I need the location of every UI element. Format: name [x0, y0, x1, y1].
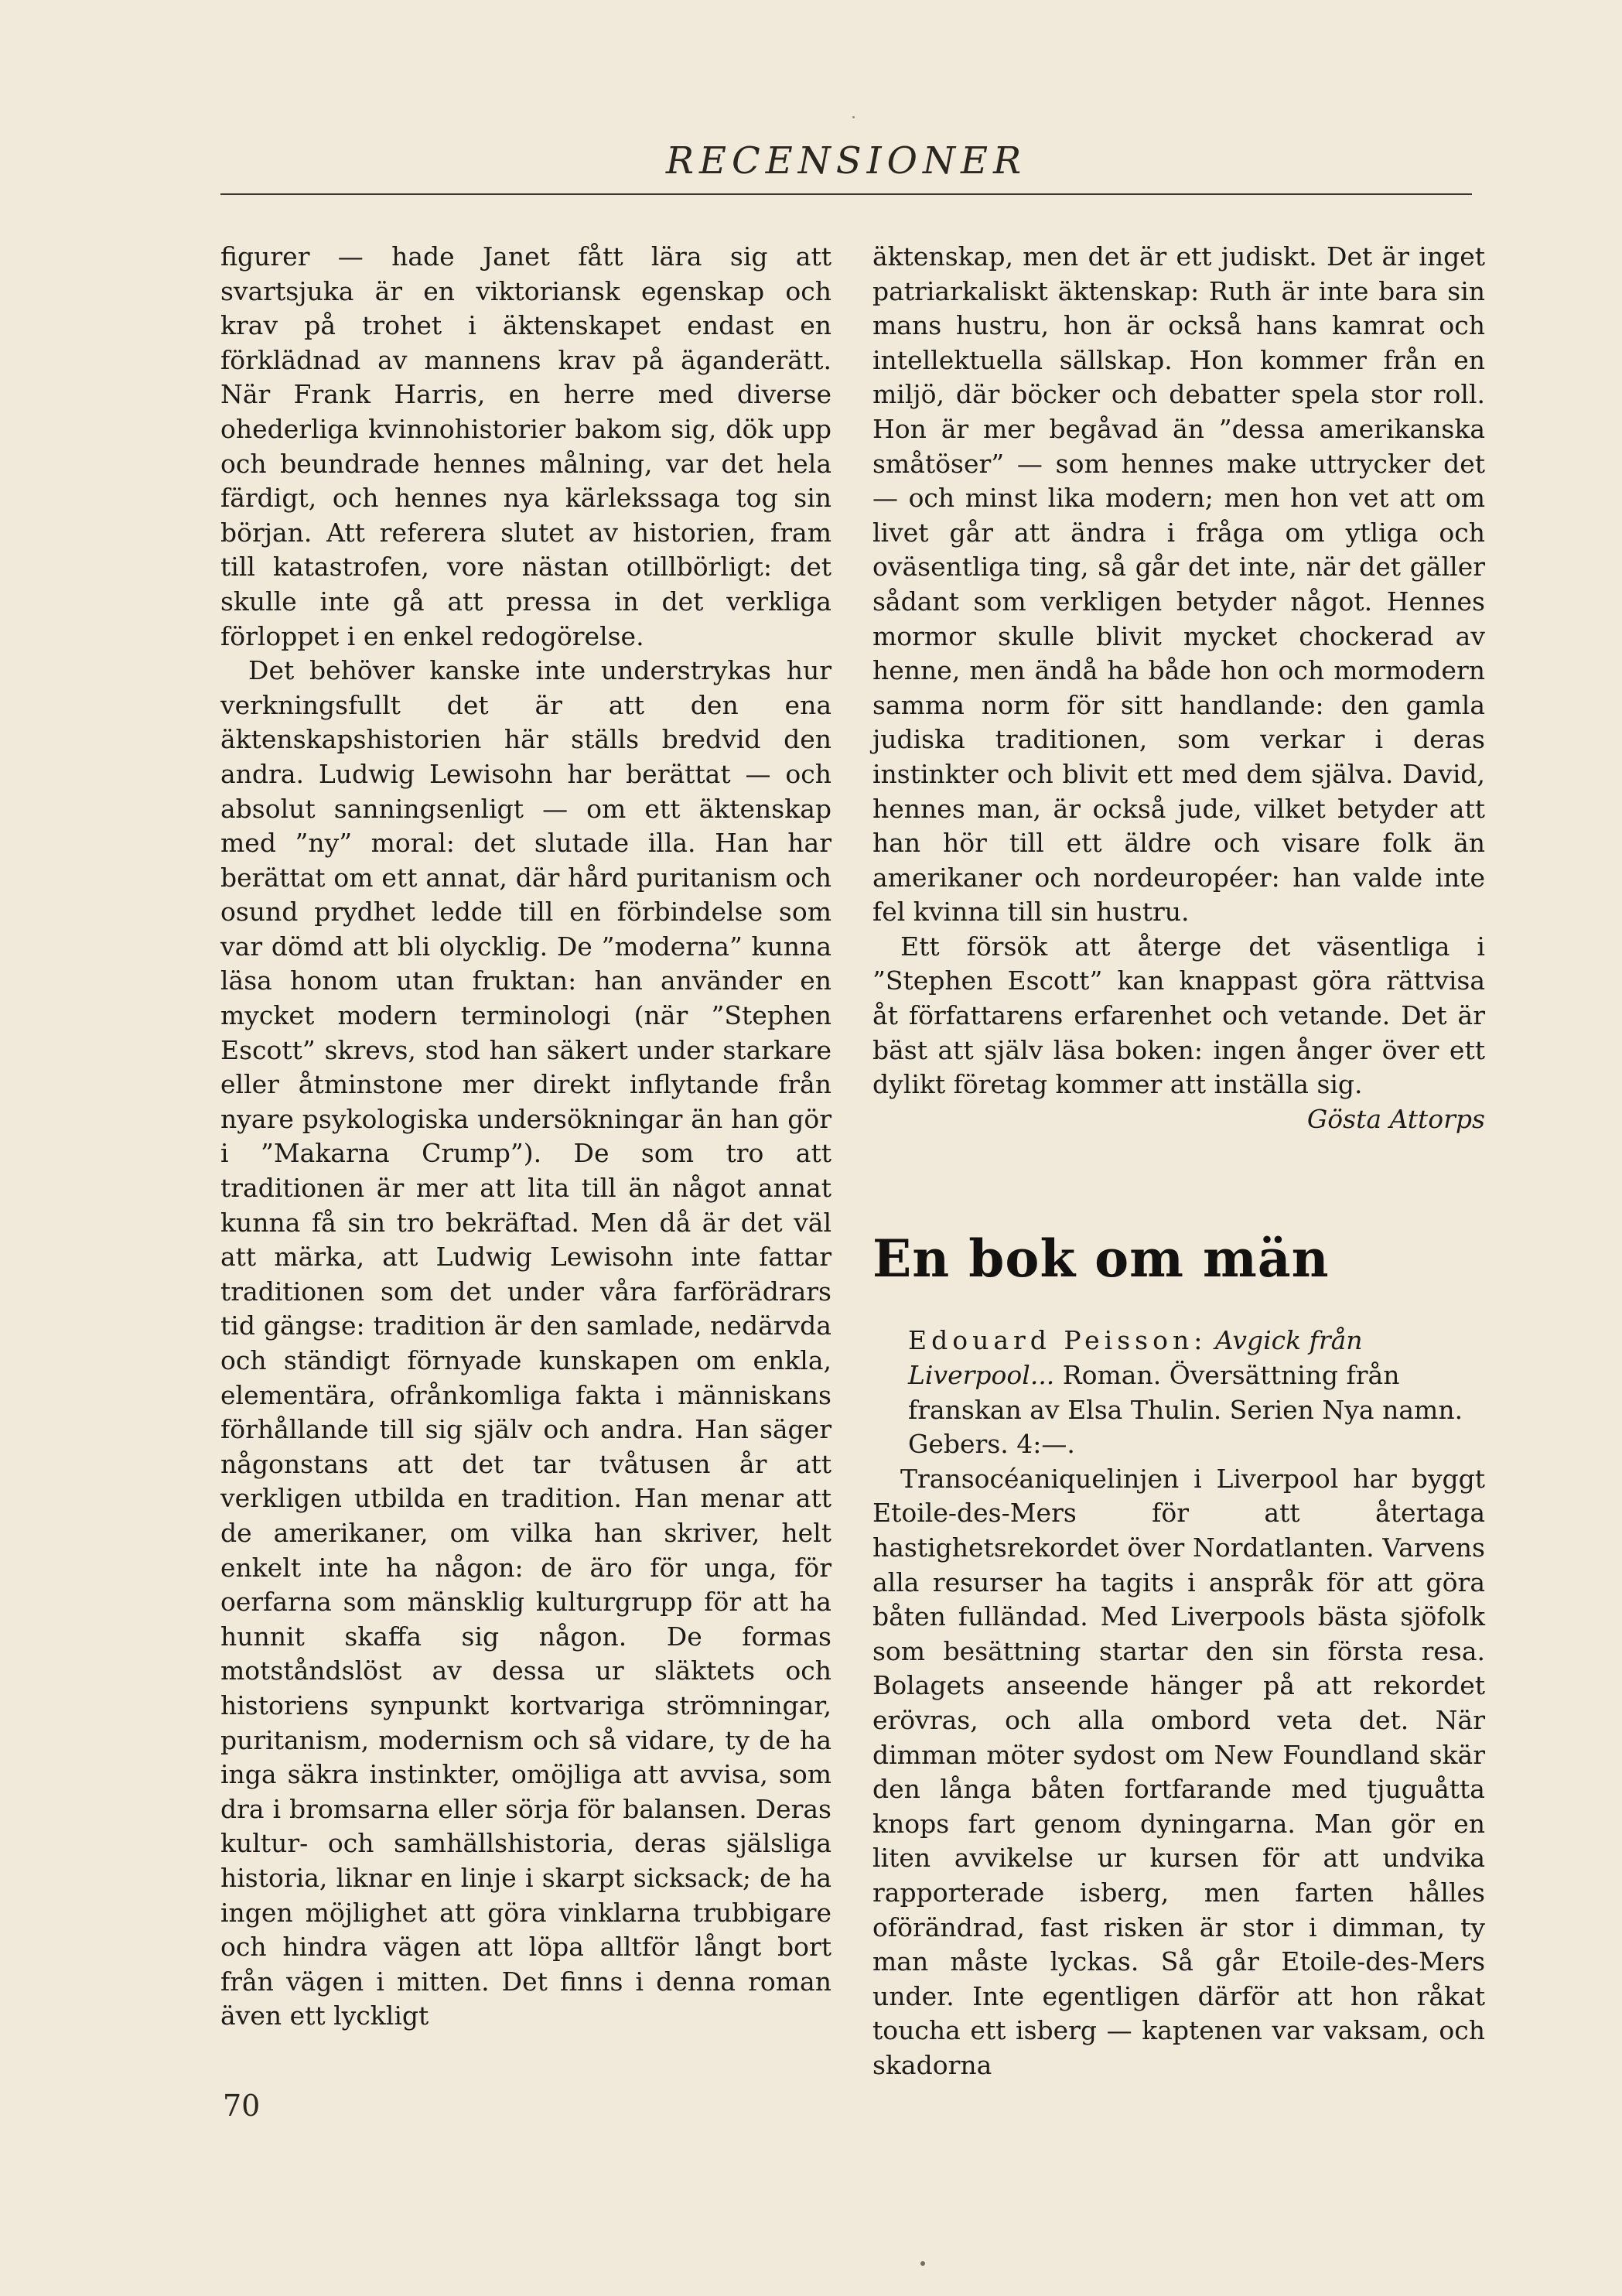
right-paragraph-2: Ett försök att återge det väsentliga i ”Stephen Escott” kan knappast göra rättvisa åt författarens erfarenhet och vetande. Det är bäst att själv läsa boken: ingen ånger över ett dylikt företag kommer att inställa sig. — [872, 931, 1485, 1100]
article-heading: En bok om män — [872, 1228, 1330, 1290]
running-head: RECENSIONER — [665, 139, 1027, 183]
bibliographic-entry — [872, 1324, 1485, 1461]
bib-title: Avgick från Liverpool... — [908, 1325, 1363, 1391]
review-signature: Gösta Attorps — [1306, 1103, 1485, 1134]
left-column — [220, 240, 831, 2034]
right-paragraph-1: äktenskap, men det är ett judiskt. Det är inget patriarkaliskt äktenskap: Ruth är inte bara sin mans hustru, hon är också hans kamrat och intellektuella sällskap. Hon kommer från en miljö, där böcker och debatter spela stor roll. Hon är mer begåvad än ”dessa amerikanska småtöser” — som hennes make uttrycker det — och minst lika modern; men hon vet att om livet går att ändra i fråga om ytliga och oväsentliga ting, så går det inte, när det gäller sådant som verkligen betyder något. Hennes mormor skulle blivit mycket chockerad av henne, men ändå ha både hon och mormodern samma norm för sitt handlande: den gamla judiska traditionen, som verkar i deras instinkter och blivit ett med dem själva. David, hennes man, är också jude, vilket betyder att han hör till ett äldre och visare folk än amerikaner och nordeuropéer: han valde inte fel kvinna till sin hustru. — [872, 241, 1485, 928]
bib-details: Roman. Översättning från franskan av Elsa Thulin. Serien Nya namn. Gebers. 4:—. — [908, 1360, 1463, 1460]
print-speck-bottom — [920, 2261, 925, 2266]
print-speck — [852, 116, 855, 118]
header-rule — [220, 193, 1472, 195]
left-paragraph-1: figurer — hade Janet fått lära sig att svartsjuka är en viktoriansk egenskap och krav på trohet i äktenskapet endast en förklädnad av mannens krav på äganderätt. När Frank Harris, en herre med diverse ohederliga kvinnohistorier bakom sig, dök upp och beundrade hennes målning, var det hela färdigt, och hennes nya kärlekssaga tog sin början. Att referera slutet av historien, fram till katastrofen, vore nästan otillbörligt: det skulle inte gå att pressa in det verkliga förloppet i en enkel redogörelse. — [220, 241, 831, 651]
left-paragraph-2: Det behöver kanske inte understrykas hur verkningsfullt det är att den ena äktenskapshistorien här ställs bredvid den andra. Ludwig Lewisohn har berättat — och absolut sanningsenligt — om ett äktenskap med ”ny” moral: det slutade illa. Han har berättat om ett annat, där hård puritanism och osund prydhet ledde till en förbindelse som var dömd att bli olycklig. De ”moderna” kunna läsa honom utan fruktan: han använder en mycket modern terminologi (när ”Stephen Escott” skrevs, stod han säkert under starkare eller åtminstone mer direkt inflytande från nyare psykologiska undersökningar än han gör i ”Makarna Crump”). De som tro att traditionen är mer att lita till än något annat kunna få sin tro bekräftad. Men då är det väl att märka, att Ludwig Lewisohn inte fattar traditionen som det under våra farförädrars tid gängse: tradition är den samlade, nedärvda och ständigt förnyade kunskapen om enkla, elementära, ofrånkomliga fakta i människans förhållande till sig själv och andra. Han säger någonstans att det tar tvåtusen år att verkligen utbilda en tradition. Han menar att de amerikaner, om vilka han skriver, helt enkelt inte ha någon: de äro för unga, för oerfarna som mänsklig kulturgrupp för att ha hunnit skaffa sig någon. De formas motståndslöst av dessa ur släktets och historiens synpunkt kortvariga strömningar, puritanism, modernism och så vidare, ty de ha inga säkra instinkter, omöjliga att avvisa, som dra i bromsarna eller sörja för balansen. Deras kultur- och samhällshistoria, deras själsliga historia, liknar en linje i skarpt sicksack; de ha ingen möjlighet att göra vinklarna trubbigare och hindra vägen att löpa alltför långt bort från vägen i mitten. Det finns i denna roman även ett lyckligt — [220, 655, 831, 2031]
page-number: 70 — [223, 2089, 261, 2123]
article-body: Transocéaniquelinjen i Liverpool har byggt Etoile-des-Mers för att återtaga hastighetsrekordet över Nordatlanten. Varvens alla resurser ha tagits i anspråk för att göra båten fulländad. Med Liverpools bästa sjöfolk som besättning startar den sin första resa. Bolagets anseende hänger på att rekordet erövras, och alla ombord veta det. När dimman möter sydost om New Foundland skär den långa båten fortfarande med tjuguåtta knops fart genom dyningarna. Man gör en liten avvikelse ur kursen för att undvika rapporterade isberg, men farten hålles oförändrad, fast risken är stor i dimman, ty man måste lyckas. Så går Etoile-des-Mers under. Inte egentligen därför att hon råkat toucha ett isberg — kaptenen var vaksam, och skadorna — [872, 1463, 1485, 2080]
bib-author: Edouard Peisson: — [908, 1325, 1207, 1356]
right-column — [872, 240, 1485, 2083]
